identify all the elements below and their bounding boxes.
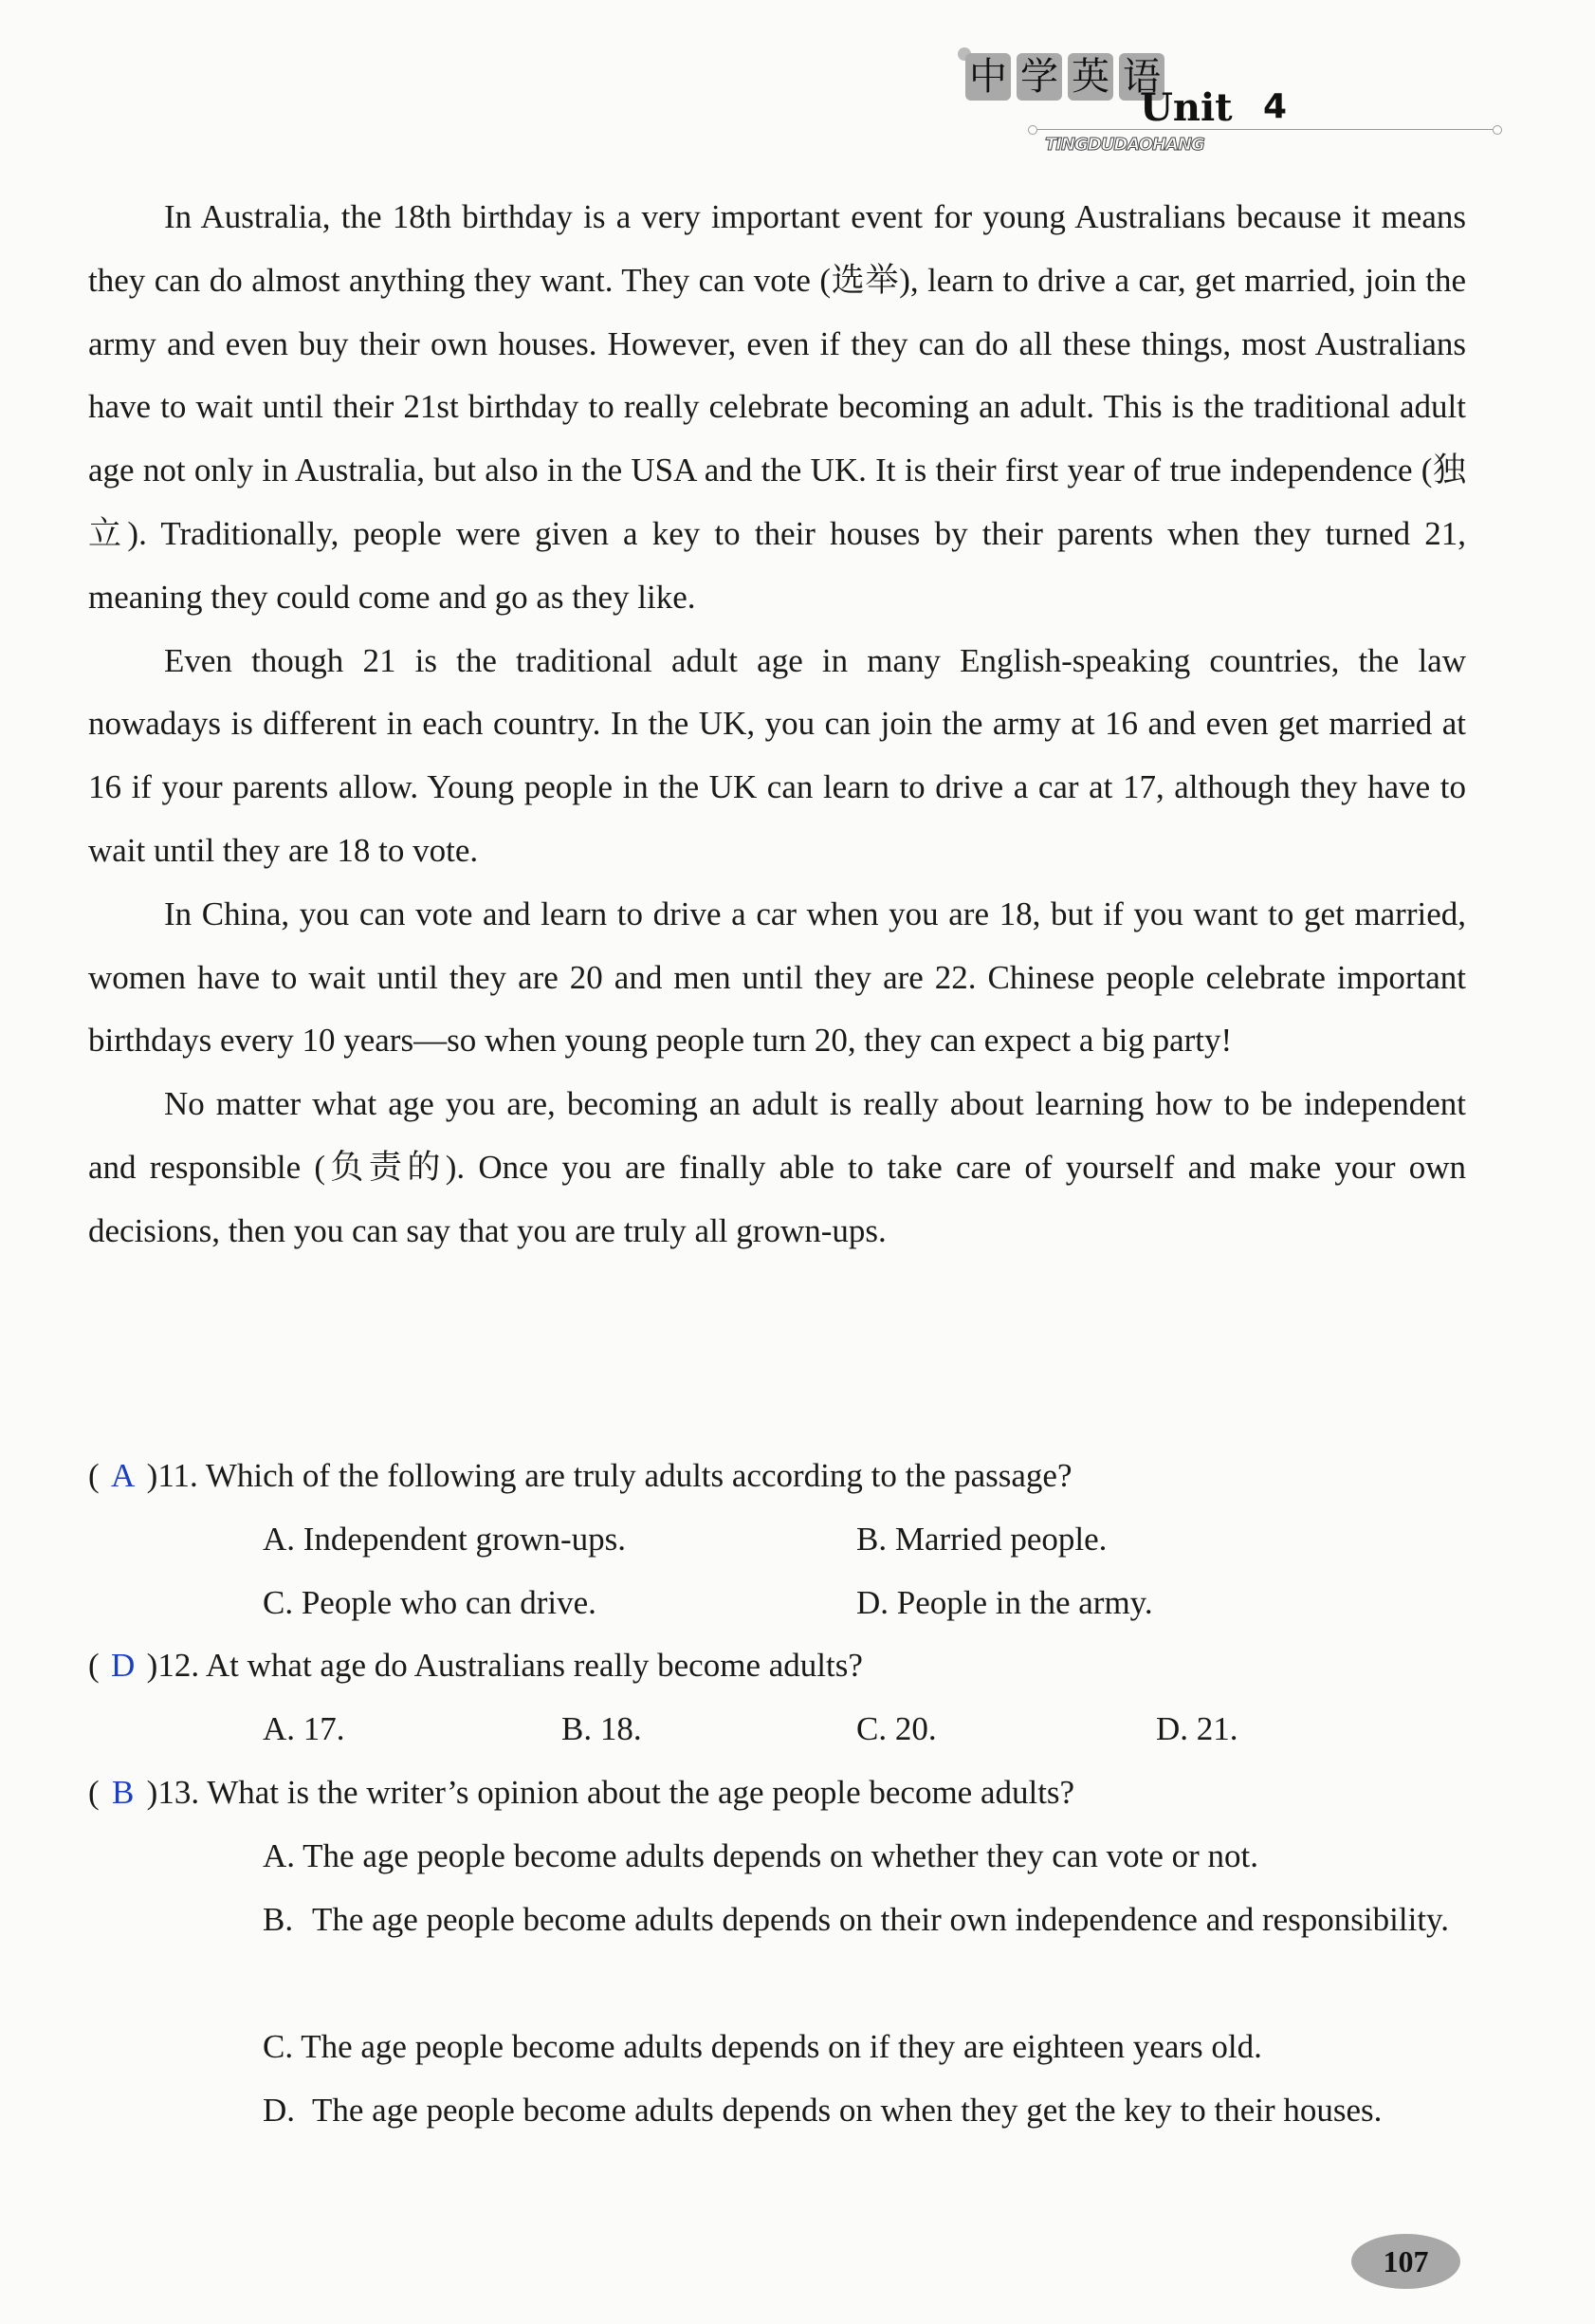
option [263, 1825, 1467, 1889]
answer-mark: B [111, 1774, 135, 1811]
paragraph: In Australia, the 18th birthday is a very important event for young Australians because it means they can do almost anything they want. They can vote (选举), learn to drive a car, get married, join the army and even buy their own houses. However, even if they can do all these things, most Australians have to wait until their 21st birthday to really celebrate becoming an adult. This is the traditional adult age not only in Australia, but also in the USA and the UK. It is their first year of true independence (独立). Traditionally, people were given a key to their houses by their parents when they turned 21, meaning they could come and go as they like. [88, 198, 1466, 616]
option-text: The age people become adults depends on when they get the key to their houses. [312, 2092, 1383, 2129]
option-text: The age people become adults depends on if they are eighteen years old. [301, 2028, 1262, 2065]
paragraph: In China, you can vote and learn to drive a car when you are 18, but if you want to get married, women have to wait until they are 20 and men until they are 22. Chinese people celebrate important birthdays every 10 years—so when young people turn 20, they can expect a big party! [88, 895, 1466, 1060]
header-divider [1037, 129, 1493, 130]
option: A. 17. [263, 1710, 345, 1747]
question-11: ( A )11. Which of the following are truly adults according to the passage? A. Independent grown-ups. B. Married people. C. People who can drive. D. People in the army. [88, 1445, 1473, 1634]
option: C. People who can drive. [263, 1584, 596, 1621]
header-char: 语 [1119, 53, 1164, 101]
page-number-badge: 107 [1351, 2234, 1460, 2289]
answer-mark: D [111, 1647, 136, 1684]
header-char: 学 [1017, 53, 1062, 101]
option: D. 21. [1156, 1710, 1238, 1747]
option-text: The age people become adults depends on whether they can vote or not. [302, 1837, 1258, 1874]
reading-passage [88, 186, 1466, 1263]
question-12: ( D )12. At what age do Australians really become adults? A. 17. B. 18. C. 20. D. 21. [88, 1634, 1473, 1761]
option-text: The age people become adults depends on their own independence and responsibility. [312, 1901, 1450, 1938]
question-text: At what age do Australians really become adults? [205, 1647, 863, 1684]
question-text: Which of the following are truly adults according to the passage? [205, 1457, 1072, 1494]
header-subtitle: TINGDUDAOHANG [1045, 135, 1204, 155]
paragraph: No matter what age you are, becoming an adult is really about learning how to be independent and responsible (负责的). Once you are finally able to take care of yourself and make your own decisions, then you can say that you are truly all grown-ups. [88, 1085, 1466, 1249]
option: B. 18. [561, 1710, 642, 1747]
option: B. Married people. [856, 1521, 1108, 1558]
header-char: 中 [965, 53, 1011, 101]
question-number: 13. [157, 1774, 200, 1811]
option-letter: A. [263, 1837, 296, 1874]
unit-number: 4 [1263, 87, 1288, 126]
option-letter: B. [263, 1901, 294, 1938]
option [263, 2079, 1467, 2143]
option: D. People in the army. [856, 1584, 1153, 1621]
question-13: ( B )13. What is the writer’s opinion about the age people become adults? A. The age people become adults depends on whether they can vote or not. B. The age people become adults depends on their own independence and responsibility. C. The age people become adults depends on if they are eighteen years old. D. The age people become adults depends on when they get the key to their houses. [88, 1761, 1473, 2217]
question-number: 11. [157, 1457, 198, 1494]
option [263, 1889, 1467, 1952]
option-letter: C. [263, 2028, 294, 2065]
header-char: 英 [1068, 53, 1113, 101]
option [263, 2016, 1467, 2079]
answer-mark: A [111, 1457, 136, 1494]
page-header [958, 47, 1508, 161]
unit-label: Unit [1140, 85, 1233, 130]
option: A. Independent grown-ups. [263, 1521, 626, 1558]
question-number: 12. [157, 1647, 200, 1684]
paragraph: Even though 21 is the traditional adult age in many English-speaking countries, the law nowadays is different in each country. In the UK, you can join the army at 16 and even get married at 16 if your parents allow. Young people in the UK can learn to drive a car at 17, although they have to wait until they are 18 to vote. [88, 641, 1466, 869]
question-text: What is the writer’s opinion about the age people become adults? [207, 1774, 1075, 1811]
option: C. 20. [856, 1710, 937, 1747]
option-letter: D. [263, 2092, 296, 2129]
